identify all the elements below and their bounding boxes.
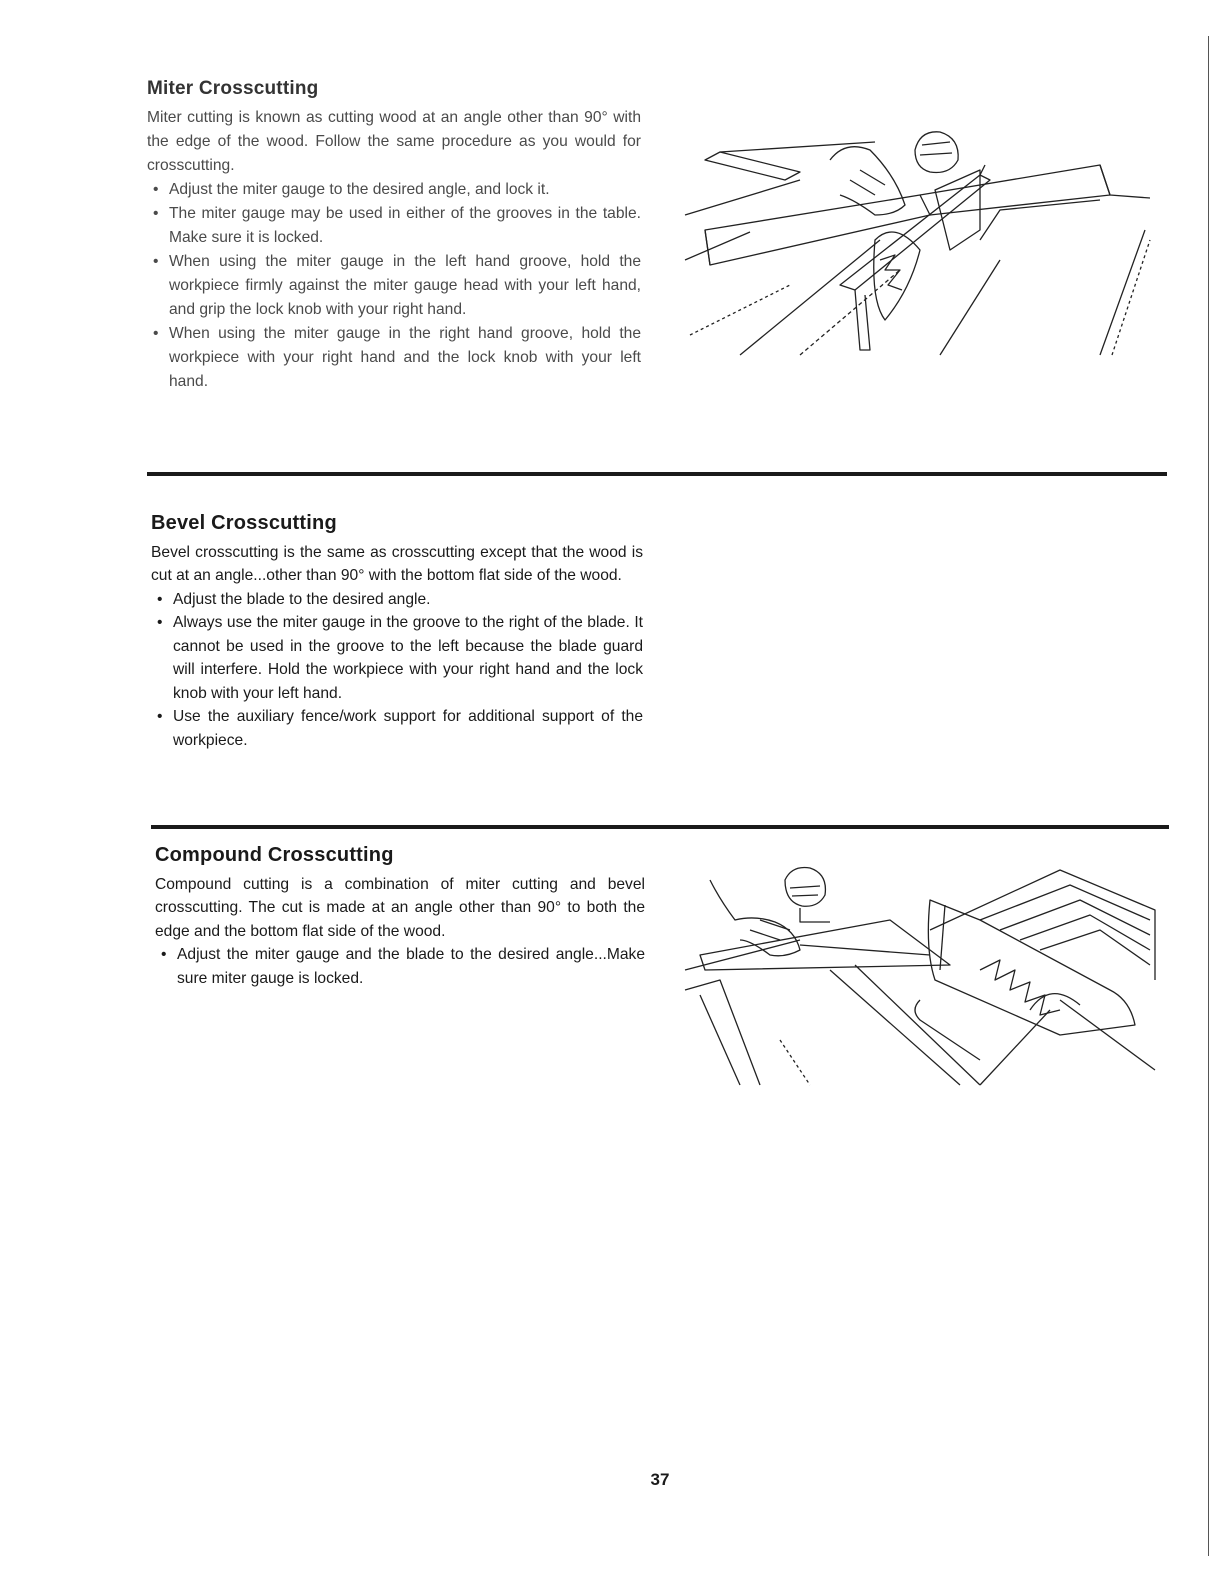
bullet-list <box>151 588 643 753</box>
list-item: • The miter gauge may be used in either of the grooves in the table. Make sure it is locked. <box>147 202 641 250</box>
section-title: Bevel Crosscutting <box>151 512 337 534</box>
list-item: • Use the auxiliary fence/work support for additional support of the workpiece. <box>151 705 643 752</box>
section-divider <box>147 472 1167 476</box>
section-bevel-crosscutting <box>151 512 643 752</box>
compound-crosscut-illustration <box>680 860 1160 1090</box>
section-intro: Bevel crosscutting is the same as crosscutting except that the wood is cut at an angle...other than 90° with the bottom flat side of the wood. <box>151 544 643 585</box>
list-item: • Always use the miter gauge in the groove to the right of the blade. It cannot be used in the groove to the left because the blade guard will interfere. Hold the workpiece with your right hand and the lock knob with your left hand. <box>151 611 643 705</box>
section-divider <box>151 825 1169 829</box>
page-number: 37 <box>650 1470 670 1489</box>
bullet-icon: • <box>153 181 159 198</box>
section-miter-crosscutting <box>147 78 641 394</box>
list-item: • Adjust the miter gauge and the blade to the desired angle...Make sure miter gauge is locked. <box>155 943 645 990</box>
list-item: • When using the miter gauge in the right hand groove, hold the workpiece with your right hand and the lock knob with your left hand. <box>147 322 641 394</box>
section-compound-crosscutting <box>155 844 645 990</box>
list-item: • Adjust the miter gauge to the desired angle, and lock it. <box>147 178 641 202</box>
bullet-icon: • <box>157 590 163 608</box>
bullet-icon: • <box>157 708 163 726</box>
bullet-icon: • <box>157 614 163 632</box>
list-item: • When using the miter gauge in the left hand groove, hold the workpiece firmly against the miter gauge head with your left hand, and grip the lock knob with your right hand. <box>147 250 641 322</box>
page-edge-line <box>1208 36 1209 1556</box>
bullet-icon: • <box>161 946 167 964</box>
list-item: • Adjust the blade to the desired angle. <box>151 588 643 612</box>
section-intro: Miter cutting is known as cutting wood at an angle other than 90° with the edge of the wood. Follow the same procedure as you would for crosscutting. <box>147 109 641 174</box>
bullet-icon: • <box>153 325 159 342</box>
bullet-list <box>147 178 641 394</box>
bullet-icon: • <box>153 205 159 222</box>
section-title: Miter Crosscutting <box>147 78 319 99</box>
section-intro: Compound cutting is a combination of miter cutting and bevel crosscutting. The cut is made at an angle other than 90° to both the edge and the bottom flat side of the wood. <box>155 876 645 940</box>
miter-crosscut-illustration <box>680 120 1155 360</box>
bullet-icon: • <box>153 253 159 270</box>
bullet-list <box>155 943 645 990</box>
section-title: Compound Crosscutting <box>155 844 394 866</box>
